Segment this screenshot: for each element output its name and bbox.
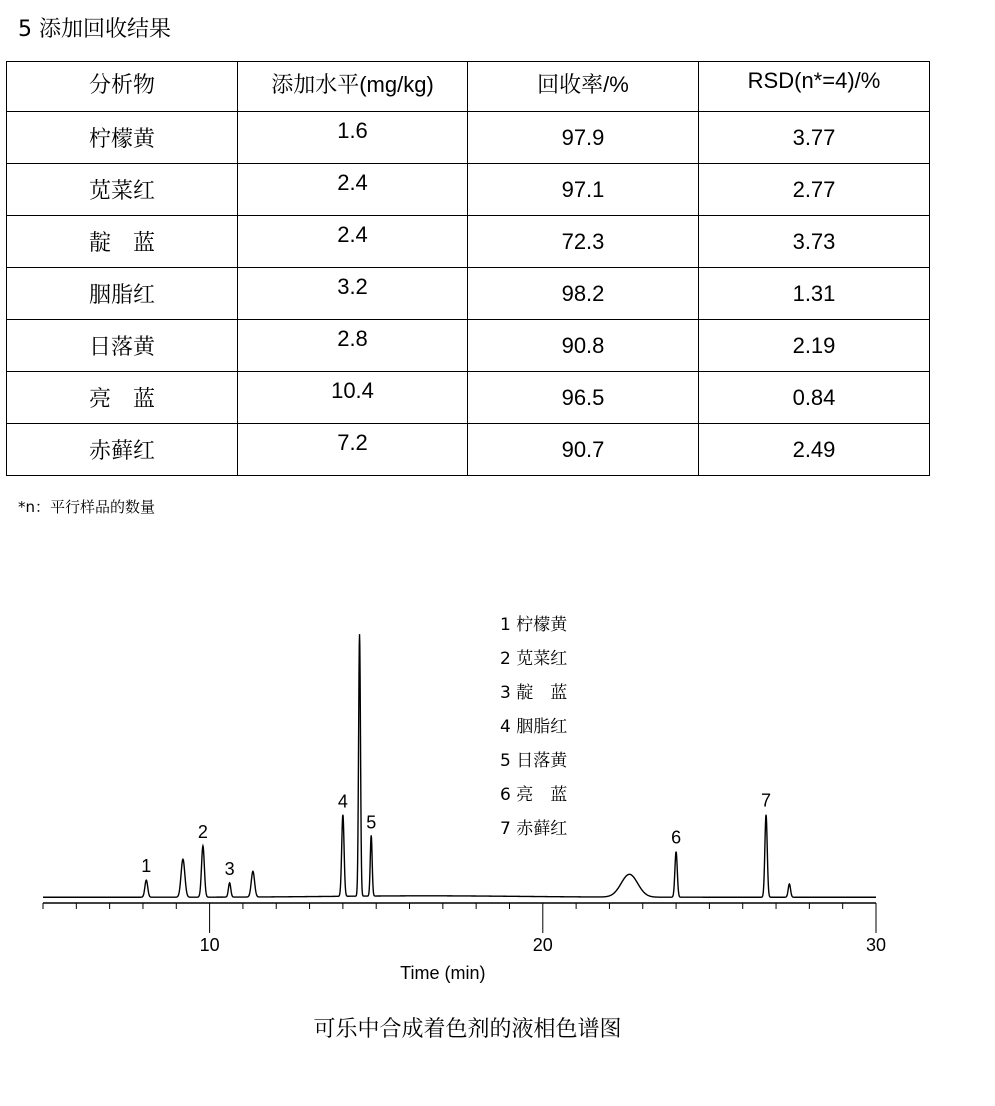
figure-caption: 可乐中合成着色剂的液相色谱图: [313, 1017, 622, 1042]
legend-entry: 2 苋菜红: [500, 649, 568, 669]
cell-analyte: 胭脂红: [7, 268, 238, 320]
legend-entry: 1 柠檬黄: [500, 615, 568, 635]
cell-spike-level: 10.4: [238, 372, 468, 424]
header-spike-level: 添加水平(mg/kg): [238, 62, 468, 112]
section-title: 5 添加回收结果: [18, 17, 171, 42]
chromatogram-trace: [43, 634, 876, 897]
peak-label: 3: [224, 859, 235, 880]
footnote: *n：平行样品的数量: [18, 498, 156, 516]
recovery-table: [6, 61, 930, 476]
cell-recovery: 97.1: [468, 164, 699, 216]
peak-label: 2: [197, 822, 208, 842]
table-row: [7, 424, 930, 476]
cell-spike-level: 2.8: [238, 320, 468, 372]
x-tick-label: 10: [199, 935, 220, 955]
cell-recovery: 97.9: [468, 112, 699, 164]
cell-rsd: 3.77: [699, 112, 930, 164]
cell-spike-level: 3.2: [238, 268, 468, 320]
table-row: [7, 112, 930, 164]
chromatogram: [0, 600, 995, 1000]
x-axis-label: Time (min): [400, 963, 486, 983]
cell-recovery: 72.3: [468, 216, 699, 268]
header-analyte: 分析物: [7, 62, 238, 112]
legend-entry: 7 赤藓红: [500, 819, 568, 839]
cell-rsd: 0.84: [699, 372, 930, 424]
cell-spike-level: 1.6: [238, 112, 468, 164]
cell-recovery: 90.7: [468, 424, 699, 476]
cell-recovery: 98.2: [468, 268, 699, 320]
cell-analyte: 柠檬黄: [7, 112, 238, 164]
table-row: [7, 372, 930, 424]
table-header-row: [7, 62, 930, 112]
legend-entry: 3 靛 蓝: [500, 683, 568, 703]
cell-spike-level: 7.2: [238, 424, 468, 476]
legend-entry: 4 胭脂红: [500, 717, 568, 737]
table-row: [7, 216, 930, 268]
peak-label: 7: [761, 790, 772, 811]
table-row: [7, 164, 930, 216]
table-row: [7, 268, 930, 320]
x-tick-label: 30: [865, 935, 887, 955]
cell-rsd: 1.31: [699, 268, 930, 320]
cell-analyte: 日落黄: [7, 320, 238, 372]
cell-rsd: 3.73: [699, 216, 930, 268]
cell-analyte: 靛 蓝: [7, 216, 238, 268]
x-tick-label: 20: [532, 935, 553, 955]
cell-recovery: 90.8: [468, 320, 699, 372]
cell-rsd: 2.77: [699, 164, 930, 216]
cell-spike-level: 2.4: [238, 164, 468, 216]
header-rsd: RSD(n*=4)/%: [699, 62, 930, 112]
peak-label: 6: [671, 827, 682, 848]
cell-spike-level: 2.4: [238, 216, 468, 268]
table-row: [7, 320, 930, 372]
header-recovery: 回收率/%: [468, 62, 699, 112]
peak-label: 5: [366, 812, 377, 833]
cell-rsd: 2.49: [699, 424, 930, 476]
cell-recovery: 96.5: [468, 372, 699, 424]
cell-analyte: 苋菜红: [7, 164, 238, 216]
legend-entry: 5 日落黄: [500, 751, 568, 771]
legend-entry: 6 亮 蓝: [500, 785, 568, 805]
cell-analyte: 赤藓红: [7, 424, 238, 476]
peak-label: 4: [337, 791, 348, 812]
cell-rsd: 2.19: [699, 320, 930, 372]
peak-label: 1: [141, 856, 152, 877]
cell-analyte: 亮 蓝: [7, 372, 238, 424]
